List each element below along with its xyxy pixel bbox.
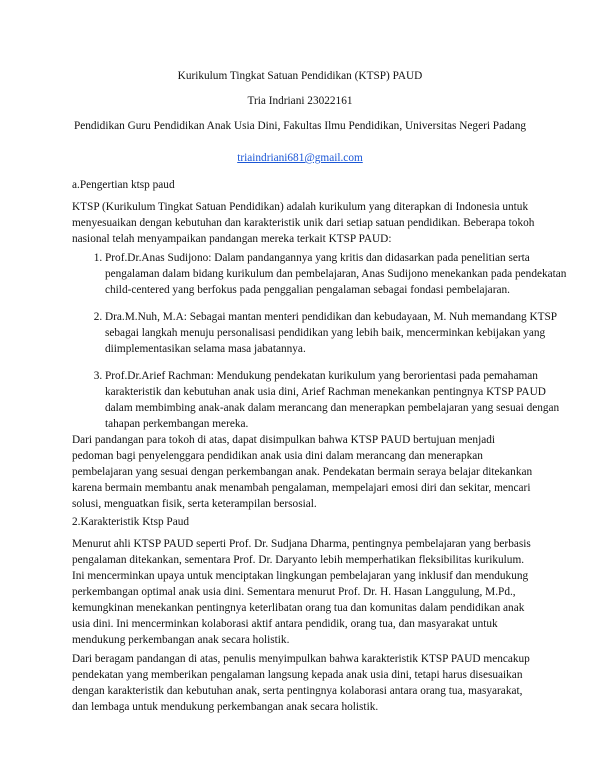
document-title: Kurikulum Tingkat Satuan Pendidikan (KTSP) PAUD — [177, 70, 423, 82]
paragraph-conclusion-2: Dari beragam pandangan di atas, penulis menyimpulkan bahwa karakteristik KTSP PAUD mencakup pendekatan yang memberikan pengalaman langsung kepada anak usia dini, tetapi harus disesuaikan dengan karakteristik dan kebutuhan anak, serta pentingnya kolaborasi antara orang tua, masyarakat, dan lembaga untuk mendukung perkembangan anak secara holistik. — [72, 653, 530, 713]
paragraph-intro: KTSP (Kurikulum Tingkat Satuan Pendidikan) adalah kurikulum yang diterapkan di Indonesia untuk menyesuaikan dengan kebutuhan dan karakteristik unik dari setiap satuan pendidikan. Beberapa tokoh nasional telah menyampaikan pandangan mereka terkait KTSP PAUD: — [72, 201, 535, 245]
list-item: 1. Prof.Dr.Anas Sudijono: Dalam pandangannya yang kritis dan didasarkan pada penelitian serta pengalaman dalam bidang kurikulum dan pembelajaran, Anas Sudijono menekankan pada pendekatan child-centered yang berfokus pada penggalian pengalaman sebagai fondasi pembelajaran. — [105, 250, 568, 298]
author-line: Tria Indriani 23022161 — [247, 95, 353, 107]
numbered-list — [72, 250, 568, 443]
section-heading-pengertian: a.Pengertian ktsp paud — [72, 179, 175, 191]
paragraph-experts: Menurut ahli KTSP PAUD seperti Prof. Dr. Sudjana Dharma, pentingnya pembelajaran yang berbasis pengalaman ditekankan, sementara Prof. Dr. Daryanto lebih memperhatikan fleksibilitas kurikulum. Ini mencerminkan upaya untuk menciptakan lingkungan pembelajaran yang inklusif dan mendukung perkembangan optimal anak usia dini. Sementara menurut Prof. Dr. H. Hasan Langgulung, M.Pd., kemungkinan menekankan pentingnya keterlibatan orang tua dan komunitas dalam pendidikan anak usia dini. Ini mencerminkan kolaborasi aktif antara pendidik, orang tua, dan masyarakat untuk mendukung perkembangan anak secara holistik. — [72, 538, 531, 646]
section-heading-karakteristik: 2.Karakteristik Ktsp Paud — [72, 516, 190, 528]
paragraph-conclusion-1: Dari pandangan para tokoh di atas, dapat disimpulkan bahwa KTSP PAUD bertujuan menjadi pedoman bagi penyelenggara pendidikan anak usia dini dalam merancang dan menerapkan pembelajaran yang sesuai dengan perkembangan anak. Pendekatan bermain seraya belajar ditekankan karena bermain membantu anak menambah pengalaman, mempelajari emosi diri dan sekitar, mencari solusi, menguatkan fisik, serta keterampilan bersosial. — [72, 434, 533, 510]
email-line — [40, 150, 560, 166]
affiliation: Pendidikan Guru Pendidikan Anak Usia Dini, Fakultas Ilmu Pendidikan, Universitas Negeri Padang — [73, 120, 527, 132]
email-link[interactable]: triaindriani681@gmail.com — [237, 152, 363, 164]
list-item: 3. Prof.Dr.Arief Rachman: Mendukung pendekatan kurikulum yang berorientasi pada pemahaman karakteristik dan kebutuhan anak usia dini, Arief Rachman menekankan pentingnya KTSP PAUD dalam membimbing anak-anak dalam merancang dan menerapkan pembelajaran yang sesuai dengan tahapan perkembangan mereka. — [105, 368, 568, 432]
list-item: 2. Dra.M.Nuh, M.A: Sebagai mantan menteri pendidikan dan kebudayaan, M. Nuh memandang KTSP sebagai langkah menuju personalisasi pendidikan yang lebih baik, mencerminkan kebijakan yang diimplementasikan selama masa jabatannya. — [105, 309, 568, 357]
